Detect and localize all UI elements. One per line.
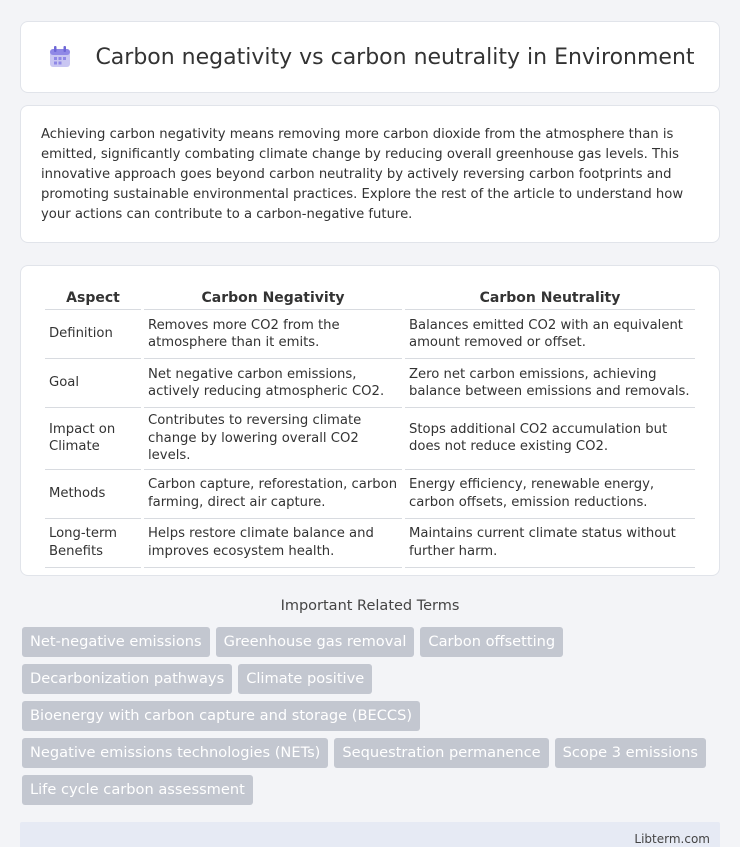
- tag-beccs[interactable]: Bioenergy with carbon capture and storage (BECCS): [22, 701, 420, 731]
- related-terms-title: Important Related Terms: [280, 598, 460, 614]
- header: [20, 21, 720, 93]
- table-row: [45, 408, 695, 470]
- tag-nets[interactable]: Negative emissions technologies (NETs): [22, 738, 328, 768]
- related-terms-tags: [0, 627, 740, 805]
- comparison-table-card: [20, 265, 720, 576]
- tag-climate-positive[interactable]: Climate positive: [238, 664, 372, 694]
- row-negativity: Removes more CO2 from the atmosphere than it emits.: [144, 310, 402, 359]
- tag-life-cycle-carbon-assessment[interactable]: Life cycle carbon assessment: [22, 775, 253, 805]
- table-row: [45, 519, 695, 568]
- row-negativity: Net negative carbon emissions, actively reducing atmospheric CO2.: [144, 359, 402, 408]
- header-carbon-neutrality: Carbon Neutrality: [405, 287, 695, 310]
- row-neutrality: Energy efficiency, renewable energy, carbon offsets, emission reductions.: [405, 470, 695, 519]
- table-row: [45, 359, 695, 408]
- tag-carbon-offsetting[interactable]: Carbon offsetting: [420, 627, 563, 657]
- tag-sequestration-permanence[interactable]: Sequestration permanence: [334, 738, 548, 768]
- row-aspect: Goal: [45, 359, 141, 408]
- table-row: [45, 310, 695, 359]
- row-neutrality: Zero net carbon emissions, achieving balance between emissions and removals.: [405, 359, 695, 408]
- row-aspect: Methods: [45, 470, 141, 519]
- header-carbon-negativity: Carbon Negativity: [144, 287, 402, 310]
- header-aspect: Aspect: [45, 287, 141, 310]
- row-negativity: Helps restore climate balance and improves ecosystem health.: [144, 519, 402, 568]
- row-neutrality: Stops additional CO2 accumulation but does not reduce existing CO2.: [405, 408, 695, 470]
- row-negativity: Contributes to reversing climate change by lowering overall CO2 levels.: [144, 408, 402, 470]
- page-title: Carbon negativity vs carbon neutrality in Environment: [95, 44, 695, 70]
- related-terms-section: [0, 598, 740, 805]
- row-aspect: Impact on Climate: [45, 408, 141, 470]
- footer: [20, 822, 720, 847]
- intro-section: [20, 105, 720, 243]
- tag-net-negative-emissions[interactable]: Net-negative emissions: [22, 627, 210, 657]
- intro-text: Achieving carbon negativity means removing more carbon dioxide from the atmosphere than is emitted, significantly combating climate change by reducing overall greenhouse gas levels. This innovative approach goes beyond carbon neutrality by actively reversing carbon footprints and promoting sustainable environmental practices. Explore the rest of the article to understand how your actions can contribute to a carbon-negative future.: [41, 127, 684, 222]
- row-neutrality: Maintains current climate status without further harm.: [405, 519, 695, 568]
- tag-greenhouse-gas-removal[interactable]: Greenhouse gas removal: [216, 627, 415, 657]
- footer-site-link[interactable]: Libterm.com: [634, 831, 710, 846]
- calendar-icon: [45, 42, 75, 72]
- row-aspect: Long-term Benefits: [45, 519, 141, 568]
- tag-decarbonization-pathways[interactable]: Decarbonization pathways: [22, 664, 232, 694]
- row-neutrality: Balances emitted CO2 with an equivalent amount removed or offset.: [405, 310, 695, 359]
- table-row: [45, 470, 695, 519]
- table-header-row: [45, 287, 695, 310]
- comparison-table: [42, 287, 698, 568]
- row-aspect: Definition: [45, 310, 141, 359]
- row-negativity: Carbon capture, reforestation, carbon farming, direct air capture.: [144, 470, 402, 519]
- tag-scope-3-emissions[interactable]: Scope 3 emissions: [555, 738, 706, 768]
